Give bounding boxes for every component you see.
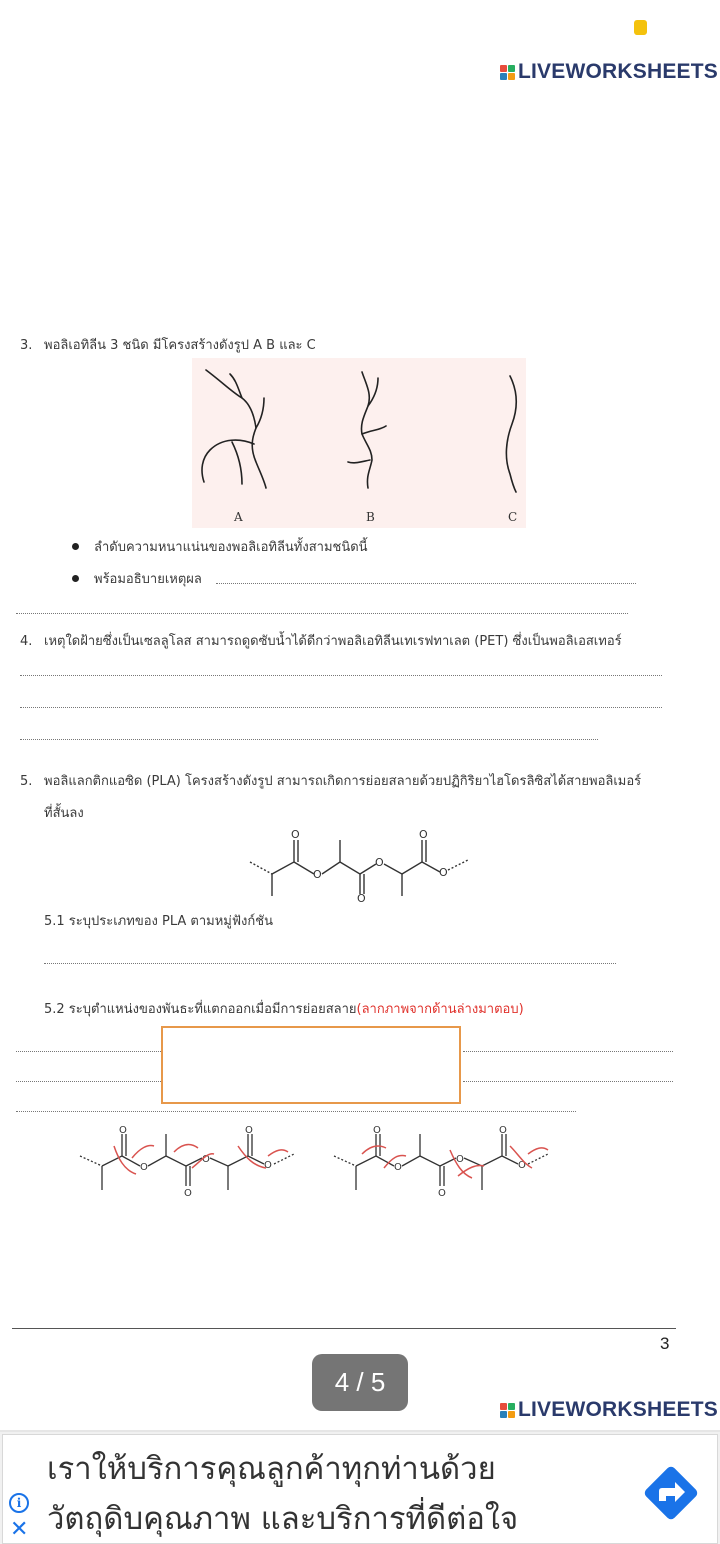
- svg-text:O: O: [438, 1188, 446, 1198]
- question-5-1: 5.1 ระบุประเภทของ PLA ตามหมู่ฟังก์ชัน: [44, 914, 273, 929]
- ad-subline[interactable]: วัตถุดิบคุณภาพ และบริการที่ดีต่อใจ: [47, 1501, 519, 1537]
- answer-line[interactable]: [16, 1050, 161, 1052]
- svg-text:O: O: [499, 1125, 507, 1136]
- page-divider: [12, 1328, 676, 1329]
- question-3-bullet-1: ลำดับความหนาแน่นของพอลิเอทิลีนทั้งสามชนิดนี้: [94, 540, 368, 555]
- question-3: [20, 334, 316, 355]
- liveworksheets-logo-icon: [500, 1403, 515, 1418]
- svg-text:O: O: [245, 1125, 253, 1136]
- question-text: พอลิแลกติกแอซิด (PLA) โครงสร้างดังรูป สามารถเกิดการย่อยสลายด้วยปฏิกิริยาไฮโดรลิซิสได้สายพอลิเมอร์: [44, 774, 642, 789]
- question-text: 5.2 ระบุตำแหน่งของพันธะที่แตกออกเมื่อมีการย่อยสลาย: [44, 1002, 357, 1017]
- question-number: 3.: [20, 338, 33, 353]
- ad-content[interactable]: [2, 1434, 718, 1544]
- answer-line[interactable]: [44, 962, 616, 964]
- figure-label-c: C: [508, 510, 518, 524]
- answer-line[interactable]: [463, 1080, 673, 1082]
- svg-text:O: O: [313, 868, 322, 881]
- svg-text:O: O: [291, 828, 300, 841]
- drop-target-box[interactable]: [161, 1026, 461, 1104]
- svg-text:O: O: [419, 828, 428, 841]
- answer-line[interactable]: [20, 674, 662, 676]
- svg-text:O: O: [375, 856, 384, 869]
- ad-banner[interactable]: [0, 1430, 720, 1544]
- info-icon[interactable]: i: [9, 1493, 29, 1513]
- question-5: [20, 770, 641, 791]
- question-text: พอลิเอทิลีน 3 ชนิด มีโครงสร้างดังรูป A B และ C: [44, 338, 316, 353]
- svg-text:O: O: [357, 892, 366, 902]
- polymer-chains-drawing: [192, 358, 526, 528]
- answer-line[interactable]: [463, 1050, 673, 1052]
- bullet-icon: [72, 575, 79, 582]
- figure-label-b: B: [366, 510, 375, 524]
- page-indicator: 4 / 5: [312, 1354, 408, 1411]
- figure-label-a: A: [234, 510, 243, 524]
- page-number: 3: [660, 1334, 670, 1353]
- polyethylene-structures-figure: [192, 358, 526, 528]
- directions-arrow-icon[interactable]: [639, 1461, 703, 1525]
- drag-option-1[interactable]: [78, 1124, 300, 1198]
- close-icon[interactable]: ✕: [10, 1517, 29, 1542]
- svg-text:O: O: [456, 1154, 464, 1165]
- question-5-2: [44, 998, 524, 1019]
- answer-line[interactable]: [20, 738, 598, 740]
- answer-line[interactable]: [16, 612, 628, 614]
- question-number: 4.: [20, 634, 33, 649]
- svg-text:O: O: [119, 1125, 127, 1136]
- question-text: เหตุใดฝ้ายซึ่งเป็นเซลลูโลส สามารถดูดซับน้ำได้ดีกว่าพอลิเอทิลีนเทเรฟทาเลต (PET) ซึ่งเป็นพอลิเอสเทอร์: [44, 634, 622, 649]
- svg-text:O: O: [373, 1125, 381, 1136]
- answer-line[interactable]: [20, 706, 662, 708]
- question-4: [20, 630, 622, 651]
- brand-name: LIVEWORKSHEETS: [518, 60, 718, 83]
- svg-text:O: O: [202, 1154, 210, 1165]
- svg-text:O: O: [140, 1162, 148, 1173]
- liveworksheets-logo-bottom: [500, 1398, 720, 1422]
- question-5-line-2: ที่สั้นลง: [44, 806, 84, 821]
- ad-headline[interactable]: เราให้บริการคุณลูกค้าทุกท่านด้วย: [47, 1451, 496, 1487]
- drag-hint: (ลากภาพจากด้านล่างมาตอบ): [356, 1002, 524, 1017]
- svg-text:O: O: [394, 1162, 402, 1173]
- svg-text:O: O: [439, 866, 448, 879]
- answer-line[interactable]: [16, 1110, 576, 1112]
- question-number: 5.: [20, 774, 33, 789]
- bullet-icon: [72, 543, 79, 550]
- svg-text:O: O: [264, 1160, 272, 1171]
- pla-structure-drawing: [246, 826, 472, 902]
- svg-text:O: O: [518, 1160, 526, 1171]
- answer-line[interactable]: [216, 582, 636, 584]
- drag-option-2[interactable]: [332, 1124, 554, 1198]
- question-3-bullet-2: พร้อมอธิบายเหตุผล: [94, 572, 202, 587]
- answer-line[interactable]: [16, 1080, 161, 1082]
- brand-name: LIVEWORKSHEETS: [518, 1398, 718, 1421]
- svg-text:O: O: [184, 1188, 192, 1198]
